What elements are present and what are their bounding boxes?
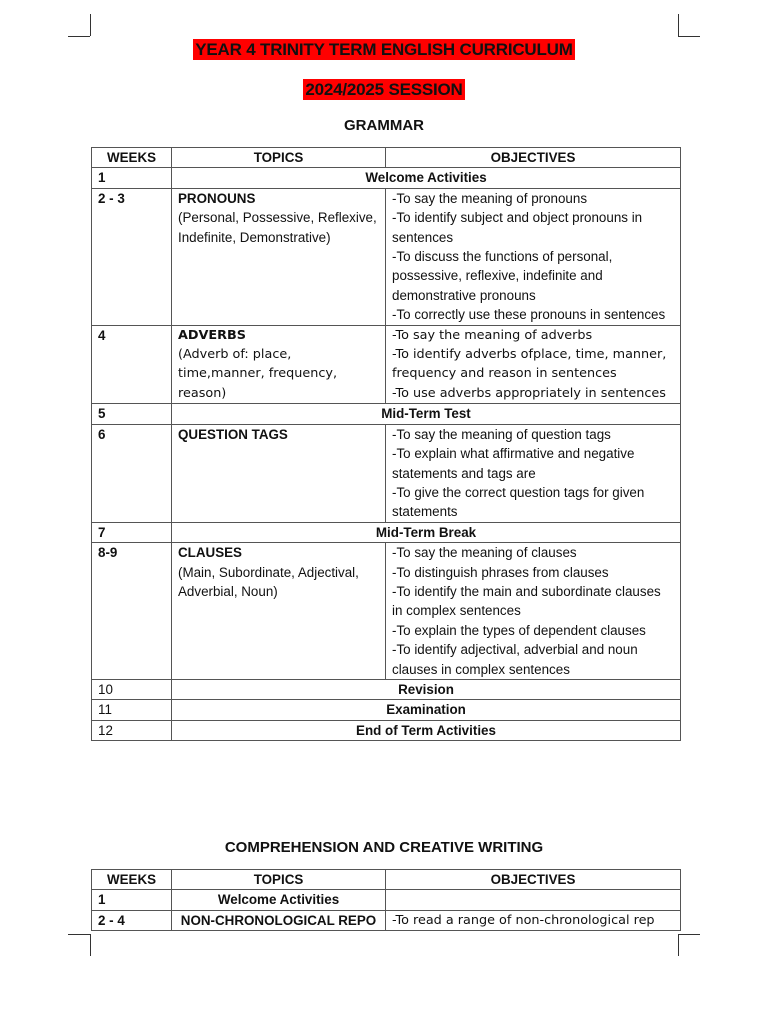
objective-item: -To identify the main and subordinate clauses in complex sentences	[392, 583, 661, 619]
table-row	[92, 424, 681, 522]
week-cell: 8-9	[92, 543, 172, 680]
table-row	[92, 890, 681, 910]
document-title	[0, 40, 768, 60]
table-header-row	[92, 148, 681, 168]
objective-item: -To explain what affirmative and negative statements and tags are	[392, 446, 635, 481]
grammar-table	[91, 147, 681, 741]
topic-name: ADVERBS	[178, 327, 246, 343]
objective-item: -To distinguish phrases from clauses	[392, 564, 609, 580]
merged-activity-cell: Welcome Activities	[172, 168, 681, 188]
topic-detail: (Personal, Possessive, Reflexive, Indefinite, Demonstrative)	[178, 210, 377, 245]
topic-name: QUESTION TAGS	[178, 426, 288, 442]
objective-item: -To discuss the functions of personal, possessive, reflexive, indefinite and demonstrative pronouns	[392, 249, 613, 303]
objective-item: -To say the meaning of pronouns	[392, 190, 588, 206]
objectives-cell	[386, 890, 681, 910]
week-cell: 12	[92, 720, 172, 740]
comprehension-table	[91, 869, 681, 931]
topic-cell	[172, 188, 386, 325]
table-row	[92, 522, 681, 542]
merged-activity-cell: Revision	[172, 679, 681, 699]
table-row	[92, 325, 681, 404]
objective-item: -To explain the types of dependent clauses	[392, 622, 646, 638]
week-cell: 7	[92, 522, 172, 542]
week-cell: 2 - 4	[92, 910, 172, 930]
topic-name: CLAUSES	[178, 545, 242, 561]
objectives-cell	[386, 424, 681, 522]
merged-activity-cell: Examination	[172, 700, 681, 720]
header-weeks: WEEKS	[92, 870, 172, 890]
crop-mark	[90, 14, 91, 36]
table-row	[92, 404, 681, 424]
objective-item: -To identify adverbs ofplace, time, manner, frequency and reason in sentences	[392, 347, 667, 382]
week-cell: 11	[92, 700, 172, 720]
topic-detail: (Adverb of: place, time,manner, frequency, reason)	[178, 347, 338, 401]
objectives-cell	[386, 325, 681, 404]
crop-mark	[68, 934, 90, 935]
topic-detail: (Main, Subordinate, Adjectival, Adverbial, Noun)	[178, 564, 359, 599]
crop-mark	[678, 14, 679, 36]
table-row	[92, 700, 681, 720]
objective-item: -To give the correct question tags for given statements	[392, 484, 645, 520]
objective-item: -To say the meaning of adverbs	[392, 327, 593, 343]
week-cell: 2 - 3	[92, 188, 172, 325]
topic-name: PRONOUNS	[178, 190, 256, 206]
merged-activity-cell: Mid-Term Test	[172, 404, 681, 424]
objectives-cell: -To read a range of non-chronological rep	[386, 910, 681, 930]
header-objectives: OBJECTIVES	[386, 148, 681, 168]
table-header-row	[92, 870, 681, 890]
grammar-heading: GRAMMAR	[344, 117, 424, 134]
objectives-cell	[386, 543, 681, 680]
week-cell: 10	[92, 679, 172, 699]
week-cell: 6	[92, 424, 172, 522]
week-cell: 1	[92, 168, 172, 188]
session-title	[0, 80, 768, 100]
objective-item: -To identify subject and object pronouns in sentences	[392, 210, 643, 245]
table-row	[92, 910, 681, 930]
title-line-1: YEAR 4 TRINITY TERM ENGLISH CURRICULUM	[195, 40, 573, 59]
crop-mark	[678, 934, 700, 935]
objective-item: -To identify adjectival, adverbial and noun clauses in complex sentences	[392, 642, 638, 677]
header-topics: TOPICS	[172, 148, 386, 168]
table-row	[92, 720, 681, 740]
header-weeks: WEEKS	[92, 148, 172, 168]
week-cell: 5	[92, 404, 172, 424]
topic-cell	[172, 325, 386, 404]
merged-activity-cell: Mid-Term Break	[172, 522, 681, 542]
objectives-cell	[386, 188, 681, 325]
crop-mark	[678, 36, 700, 37]
crop-mark	[90, 934, 91, 956]
objective-item: -To use adverbs appropriately in sentences	[392, 385, 666, 401]
title-line-2: 2024/2025 SESSION	[305, 80, 463, 99]
week-cell: 4	[92, 325, 172, 404]
crop-mark	[678, 934, 679, 956]
week-cell: 1	[92, 890, 172, 910]
table-row	[92, 679, 681, 699]
table-row	[92, 543, 681, 680]
topic-cell	[172, 543, 386, 680]
comprehension-heading: COMPREHENSION AND CREATIVE WRITING	[224, 839, 544, 856]
merged-activity-cell: End of Term Activities	[172, 720, 681, 740]
topic-cell	[172, 424, 386, 522]
objective-item: -To say the meaning of clauses	[392, 545, 577, 561]
table-row	[92, 168, 681, 188]
topic-cell: Welcome Activities	[172, 890, 386, 910]
objective-item: -To correctly use these pronouns in sentences	[392, 307, 666, 323]
header-topics: TOPICS	[172, 870, 386, 890]
objective-item: -To say the meaning of question tags	[392, 426, 611, 442]
table-row	[92, 188, 681, 325]
header-objectives: OBJECTIVES	[386, 870, 681, 890]
topic-cell: NON-CHRONOLOGICAL REPO	[172, 910, 386, 930]
crop-mark	[68, 36, 90, 37]
